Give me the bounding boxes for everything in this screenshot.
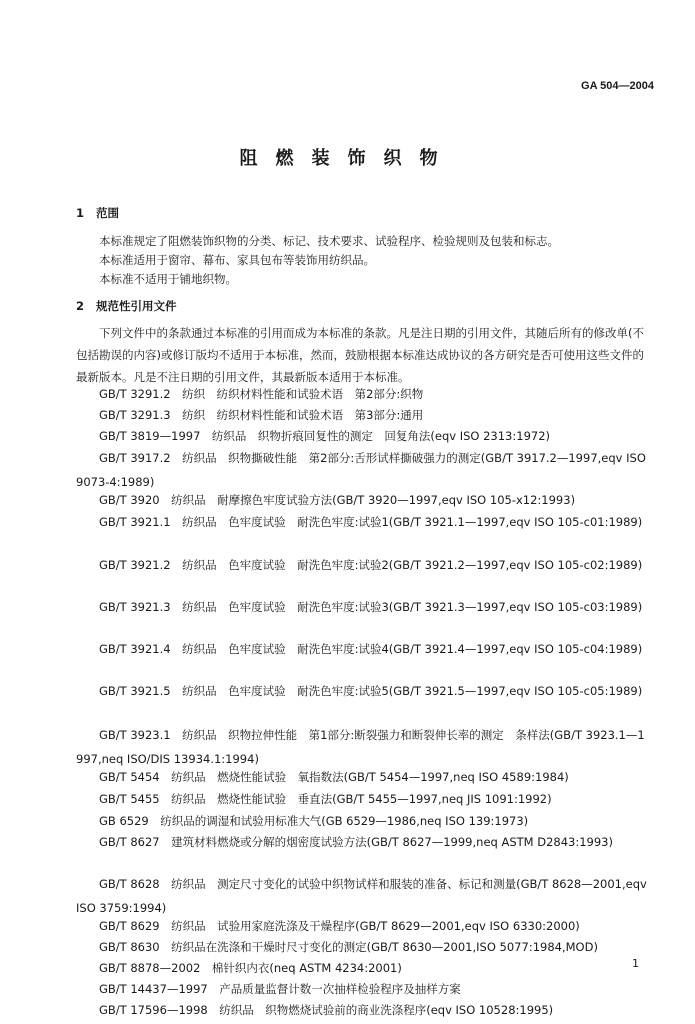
section-1-heading <box>76 205 119 221</box>
scope-paragraph-1: 本标准规定了阻燃装饰织物的分类、标记、技术要求、试验程序、检验规则及包装和标志。 <box>99 234 559 248</box>
reference-item: GB/T 3921.3 纺织品 色牢度试验 耐洗色牢度:试验3(GB/T 3921.3—1997,eqv ISO 105-c03:1989) <box>99 600 643 614</box>
section-2-title: 规范性引用文件 <box>96 299 177 313</box>
references-intro: 下列文件中的条款通过本标准的引用而成为本标准的条款。凡是注日期的引用文件，其随后所有的修改单(不包括勘误的内容)或修订版均不适用于本标准，然而，鼓励根据本标准达成协议的各方研究是否可使用这些文件的最新版本。凡是不注日期的引用文件，其最新版本适用于本标准。 <box>76 326 644 384</box>
reference-item: GB/T 3923.1 纺织品 织物拉伸性能 第1部分:断裂强力和断裂伸长率的测定 条样法(GB/T 3923.1—1997,neq ISO/DIS 13934.1:1994) <box>76 728 645 766</box>
section-2-heading <box>76 298 177 314</box>
reference-item: GB/T 8629 纺织品 试验用家庭洗涤及干燥程序(GB/T 8629—2001,eqv ISO 6330:2000) <box>99 919 580 933</box>
scope-paragraph-3: 本标准不适用于铺地织物。 <box>99 272 237 286</box>
page-number: 1 <box>632 957 639 970</box>
reference-item: GB/T 5454 纺织品 燃烧性能试验 氧指数法(GB/T 5454—1997,neq ISO 4589:1984) <box>99 770 569 784</box>
reference-item: GB/T 14437—1997 产品质量监督计数一次抽样检验程序及抽样方案 <box>99 982 461 996</box>
section-2-number: 2 <box>76 299 85 313</box>
reference-item: GB 6529 纺织品的调湿和试验用标准大气(GB 6529—1986,neq ISO 139:1973) <box>99 814 529 828</box>
reference-item: GB/T 3920 纺织品 耐摩擦色牢度试验方法(GB/T 3920—1997,eqv ISO 105-x12:1993) <box>99 493 576 507</box>
reference-item: GB/T 5455 纺织品 燃烧性能试验 垂直法(GB/T 5455—1997,neq JIS 1091:1992) <box>99 792 552 806</box>
reference-item: GB/T 3921.4 纺织品 色牢度试验 耐洗色牢度:试验4(GB/T 3921.4—1997,eqv ISO 105-c04:1989) <box>99 642 643 656</box>
reference-item: GB/T 3291.3 纺织 纺织材料性能和试验术语 第3部分:通用 <box>99 408 424 422</box>
reference-item: GB/T 8630 纺织品在洗涤和干燥时尺寸变化的测定(GB/T 8630—2001,ISO 5077:1984,MOD) <box>99 940 598 954</box>
document-title: 阻燃装饰织物 <box>239 148 456 169</box>
reference-item: GB/T 3917.2 纺织品 织物撕破性能 第2部分:舌形试样撕破强力的测定(GB/T 3917.2—1997,eqv ISO 9073-4:1989) <box>76 451 646 489</box>
section-1-title: 范围 <box>96 206 119 220</box>
reference-item: GB/T 3921.2 纺织品 色牢度试验 耐洗色牢度:试验2(GB/T 3921.2—1997,eqv ISO 105-c02:1989) <box>99 558 643 572</box>
reference-item: GB/T 17596—1998 纺织品 织物燃烧试验前的商业洗涤程序(eqv ISO 10528:1995) <box>99 1003 554 1017</box>
reference-item: GB/T 8627 建筑材料燃烧或分解的烟密度试验方法(GB/T 8627—1999,neq ASTM D2843:1993) <box>99 835 613 849</box>
section-1-number: 1 <box>76 206 85 220</box>
reference-item: GB/T 8878—2002 棉针织内衣(neq ASTM 4234:2001) <box>99 961 402 975</box>
reference-item: GB/T 3291.2 纺织 纺织材料性能和试验术语 第2部分:织物 <box>99 387 424 401</box>
reference-item: GB/T 3921.1 纺织品 色牢度试验 耐洗色牢度:试验1(GB/T 3921.1—1997,eqv ISO 105-c01:1989) <box>99 515 643 529</box>
reference-item: GB/T 8628 纺织品 测定尺寸变化的试验中织物试样和服装的准备、标记和测量(GB/T 8628—2001,eqv ISO 3759:1994) <box>76 877 647 915</box>
reference-item: GB/T 3819—1997 纺织品 织物折痕回复性的测定 回复角法(eqv ISO 2313:1972) <box>99 429 551 443</box>
scope-paragraph-2: 本标准适用于窗帘、幕布、家具包布等装饰用纺织品。 <box>99 253 375 267</box>
reference-item: GB/T 3921.5 纺织品 色牢度试验 耐洗色牢度:试验5(GB/T 3921.5—1997,eqv ISO 105-c05:1989) <box>99 684 643 698</box>
standard-code: GA 504—2004 <box>581 80 654 92</box>
